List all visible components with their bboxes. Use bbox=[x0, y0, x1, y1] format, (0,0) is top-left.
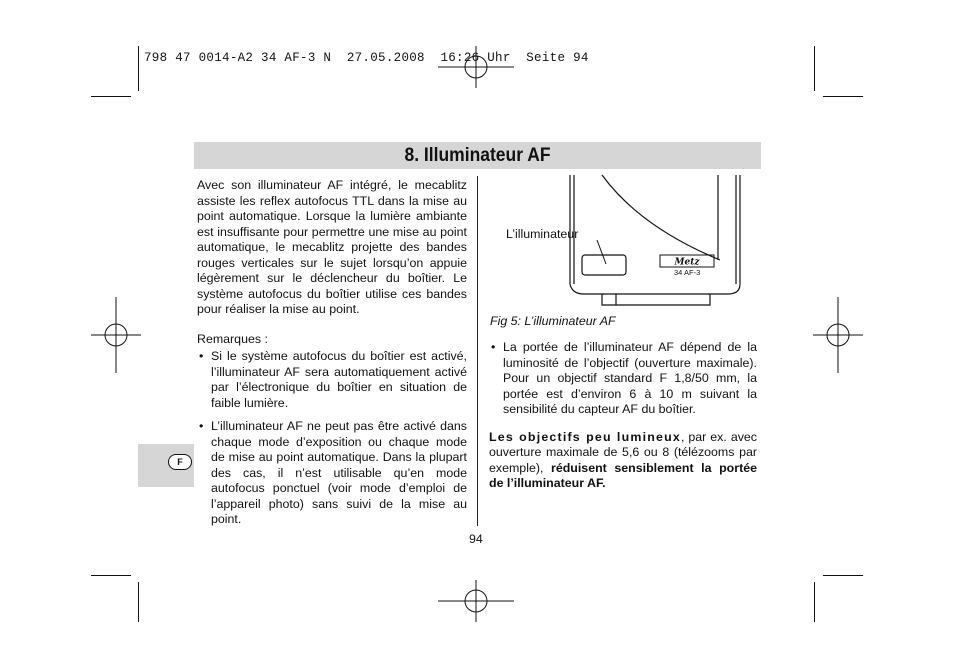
list-item: • L’illuminateur AF ne peut pas être activé dans chaque mode d’exposition ou chaque mode de mise au point automatique. Dans la plupart des cas, il n’est utilisable qu’en mode autofocus ponctuel (voir mode d’emploi de l’appareil photo) sans suivi de la mise au point. bbox=[197, 419, 467, 528]
section-title-bar bbox=[194, 142, 761, 169]
model-label: 34 AF-3 bbox=[674, 268, 701, 277]
remarks-heading: Remarques : bbox=[197, 331, 268, 346]
list-item: • La portée de l’illuminateur AF dépend de la luminosité de l’objectif (ouverture maximale). Pour un objectif standard F 1,8/50 mm, la portée est d’environ 6 à 10 m suivant la sensibilité du capteur AF du boîtier. bbox=[489, 340, 757, 418]
right-column bbox=[489, 338, 757, 492]
figure-caption: Fig 5: L’illuminateur AF bbox=[490, 314, 616, 328]
page-number: 94 bbox=[469, 532, 483, 546]
note-middle: , par ex. avec ouverture maximale de 5,6 ou 8 (télézooms par exemple), bbox=[489, 429, 757, 475]
registration-right-icon bbox=[813, 297, 863, 373]
left-column bbox=[197, 178, 467, 528]
note-bold-spaced: Les objectifs peu lumineux bbox=[489, 429, 681, 444]
flash-illustration bbox=[560, 172, 750, 312]
note-bold-end: réduisent sensiblement la portée de l’illuminateur AF. bbox=[489, 460, 757, 490]
brand-logo-text: Metz bbox=[674, 257, 700, 268]
language-tab bbox=[138, 444, 194, 487]
callout-line bbox=[597, 240, 606, 264]
registration-left-icon bbox=[91, 297, 141, 373]
column-divider bbox=[477, 176, 478, 526]
low-light-note bbox=[489, 430, 757, 492]
section-title: 8. Illuminateur AF bbox=[404, 145, 551, 166]
registration-bottom-icon bbox=[438, 580, 514, 622]
remarks-list bbox=[197, 349, 467, 528]
intro-paragraph: Avec son illuminateur AF intégré, le mecablitz assiste les reflex autofocus TTL dans la mise au point automatique. Lorsque la lumière ambiante est insuffisante pour permettre une mise au point automatique, le mecablitz projette des bandes rouges verticales sur le sujet lorsqu’on appuie légèrement sur le déclencheur du boîtier. Le système autofocus du boîtier utilise ces bandes pour réaliser la mise au point. bbox=[197, 178, 467, 316]
language-badge: F bbox=[168, 454, 192, 470]
list-item: • Si le système autofocus du boîtier est activé, l’illuminateur AF sera automatiquement activé par l’électronique du boîtier en situation de faible lumière. bbox=[197, 349, 467, 411]
print-job-header: 798 47 0014-A2 34 AF-3 N 27.05.2008 16:26 Uhr Seite 94 bbox=[144, 51, 589, 65]
illuminator-callout-label: L’illuminateur bbox=[506, 227, 579, 241]
range-list bbox=[489, 340, 757, 418]
